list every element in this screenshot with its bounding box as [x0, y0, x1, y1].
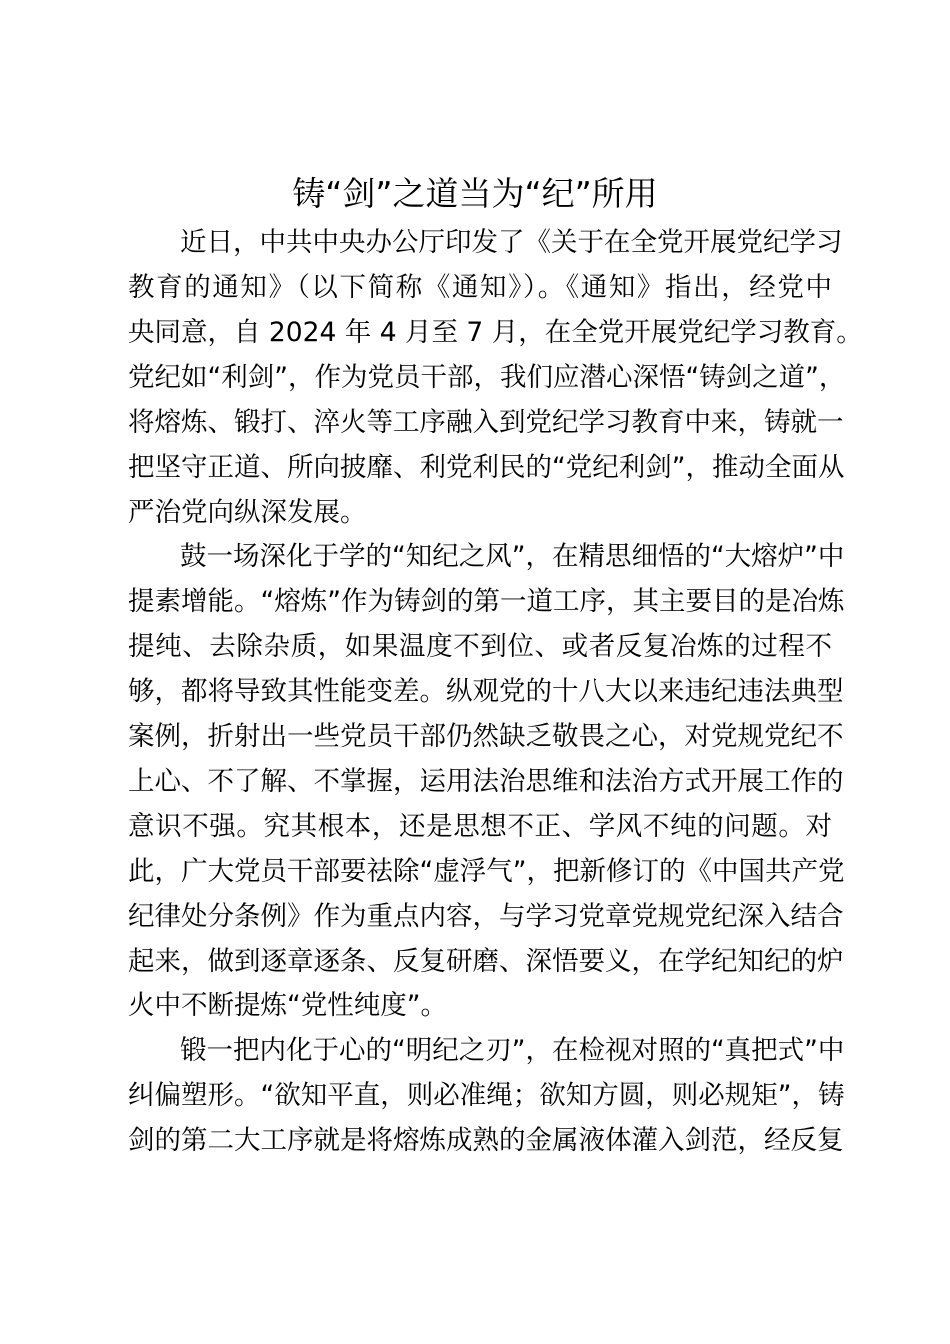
paragraph-line: 剑的第二大工序就是将熔炼成熟的金属液体灌入剑范，经反复	[128, 1125, 844, 1156]
paragraph-line: 案例，折射出一些党员干部仍然缺乏敬畏之心，对党规党纪不	[128, 721, 844, 752]
paragraph-line: 严治党向纵深发展。	[128, 497, 367, 528]
paragraph-line: 纠偏塑形。“欲知平直，则必准绳；欲知方圆，则必规矩”，铸	[128, 1080, 845, 1111]
paragraph-line: 意识不强。究其根本，还是思想不正、学风不纯的问题。对	[128, 811, 832, 842]
paragraph-line: 提素增能。“熔炼”作为铸剑的第一道工序，其主要目的是冶炼	[128, 586, 845, 617]
paragraph-line: 党纪如“利剑”，作为党员干部，我们应潜心深悟“铸剑之道”，	[128, 362, 846, 393]
paragraph-line: 此，广大党员干部要祛除“虚浮气”，把新修订的《中国共产党	[128, 856, 845, 887]
paragraph-line: 把坚守正道、所向披靡、利党利民的“党纪利剑”，推动全面从	[128, 452, 845, 483]
paragraph-line: 央同意，自 2024 年 4 月至 7 月，在全党开展党纪学习教育。	[128, 317, 863, 348]
paragraph-line: 鼓一场深化于学的“知纪之风”，在精思细悟的“大熔炉”中	[180, 541, 845, 572]
paragraph-line: 上心、不了解、不掌握，运用法治思维和法治方式开展工作的	[128, 766, 844, 797]
paragraph-line: 纪律处分条例》作为重点内容，与学习党章党规党纪深入结合	[128, 901, 844, 932]
paragraph-line: 起来，做到逐章逐条、反复研磨、深悟要义，在学纪知纪的炉	[128, 946, 844, 977]
document-title: 铸“剑”之道当为“纪”所用	[292, 174, 658, 213]
paragraph-line: 够，都将导致其性能变差。纵观党的十八大以来违纪违法典型	[128, 676, 844, 707]
paragraph-line: 教育的通知》（以下简称《通知》）。《通知》指出，经党中	[128, 272, 832, 303]
paragraph-line: 火中不断提炼“党性纯度”。	[128, 990, 447, 1021]
paragraph-line: 锻一把内化于心的“明纪之刃”，在检视对照的“真把式”中	[180, 1035, 845, 1066]
paragraph-line: 近日，中共中央办公厅印发了《关于在全党开展党纪学习	[180, 227, 843, 258]
paragraph-line: 将熔炼、锻打、淬火等工序融入到党纪学习教育中来，铸就一	[128, 407, 844, 438]
paragraph-line: 提纯、去除杂质，如果温度不到位、或者反复冶炼的过程不	[128, 631, 832, 662]
